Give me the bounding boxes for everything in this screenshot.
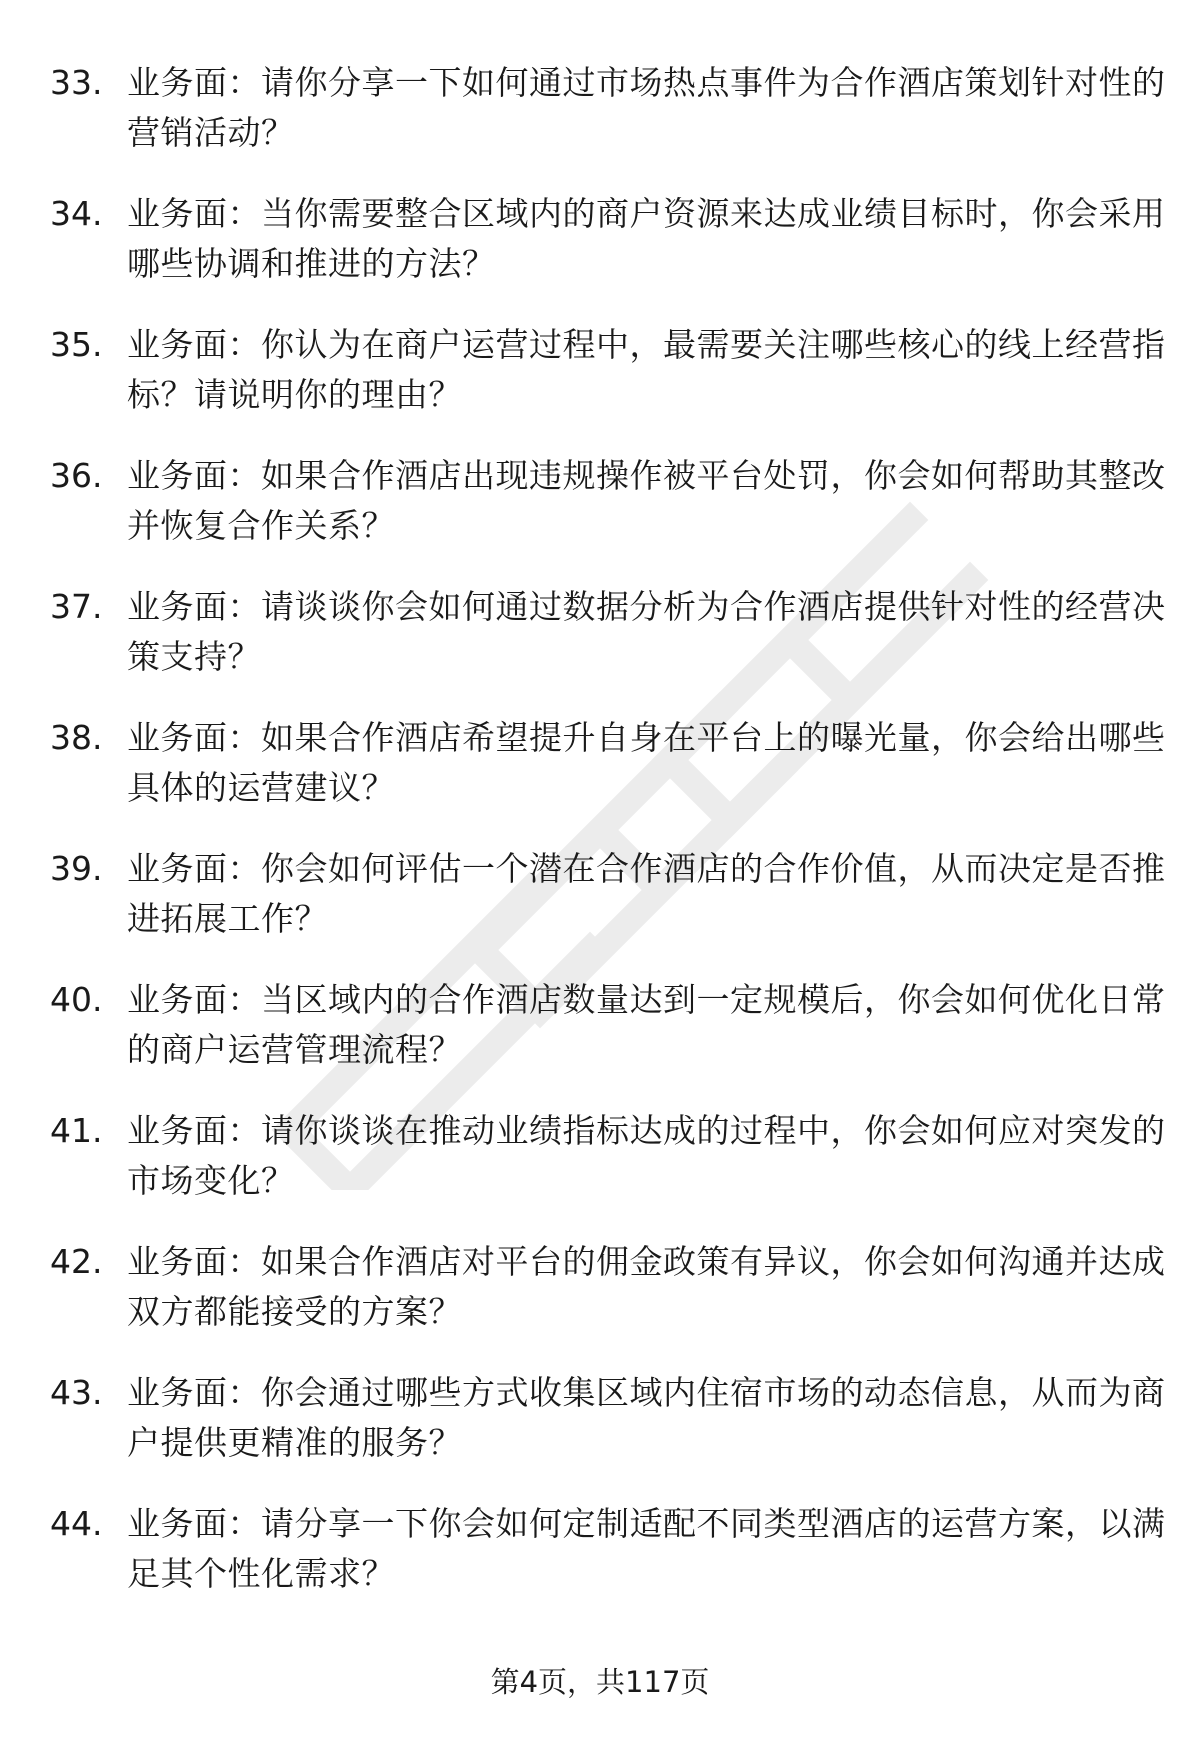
- list-item: [50, 1237, 1166, 1368]
- question-text: 业务面：你认为在商户运营过程中，最需要关注哪些核心的线上经营指标？请说明你的理由？: [127, 325, 1166, 414]
- question-number: 44.: [50, 1504, 103, 1543]
- question-text: 业务面：你会如何评估一个潜在合作酒店的合作价值，从而决定是否推进拓展工作？: [127, 849, 1166, 938]
- list-item: [50, 975, 1166, 1106]
- page-footer: 第4页，共117页: [490, 1665, 710, 1699]
- question-text: 业务面：你会通过哪些方式收集区域内住宿市场的动态信息，从而为商户提供更精准的服务？: [127, 1373, 1166, 1462]
- question-list: [50, 58, 1166, 1630]
- question-number: 38.: [50, 718, 103, 757]
- list-item: [50, 320, 1166, 451]
- list-item: [50, 713, 1166, 844]
- question-text: 业务面：请你分享一下如何通过市场热点事件为合作酒店策划针对性的营销活动？: [127, 63, 1166, 152]
- list-item: [50, 582, 1166, 713]
- list-item: [50, 1499, 1166, 1630]
- question-text: 业务面：请你谈谈在推动业绩指标达成的过程中，你会如何应对突发的市场变化？: [127, 1111, 1166, 1200]
- question-number: 35.: [50, 325, 103, 364]
- list-item: [50, 58, 1166, 189]
- question-text: 业务面：请谈谈你会如何通过数据分析为合作酒店提供针对性的经营决策支持？: [127, 587, 1166, 676]
- list-item: [50, 451, 1166, 582]
- question-text: 业务面：如果合作酒店出现违规操作被平台处罚，你会如何帮助其整改并恢复合作关系？: [127, 456, 1166, 545]
- question-number: 34.: [50, 194, 103, 233]
- question-number: 42.: [50, 1242, 103, 1281]
- question-number: 37.: [50, 587, 103, 626]
- list-item: [50, 189, 1166, 320]
- question-text: 业务面：请分享一下你会如何定制适配不同类型酒店的运营方案，以满足其个性化需求？: [127, 1504, 1166, 1593]
- question-number: 43.: [50, 1373, 103, 1412]
- question-text: 业务面：如果合作酒店对平台的佣金政策有异议，你会如何沟通并达成双方都能接受的方案？: [127, 1242, 1166, 1331]
- question-number: 36.: [50, 456, 103, 495]
- question-number: 40.: [50, 980, 103, 1019]
- list-item: [50, 1106, 1166, 1237]
- question-text: 业务面：当区域内的合作酒店数量达到一定规模后，你会如何优化日常的商户运营管理流程？: [127, 980, 1166, 1069]
- question-number: 39.: [50, 849, 103, 888]
- list-item: [50, 844, 1166, 975]
- question-text: 业务面：当你需要整合区域内的商户资源来达成业绩目标时，你会采用哪些协调和推进的方法？: [127, 194, 1166, 283]
- question-number: 33.: [50, 63, 103, 102]
- list-item: [50, 1368, 1166, 1499]
- question-number: 41.: [50, 1111, 103, 1150]
- question-text: 业务面：如果合作酒店希望提升自身在平台上的曝光量，你会给出哪些具体的运营建议？: [127, 718, 1166, 807]
